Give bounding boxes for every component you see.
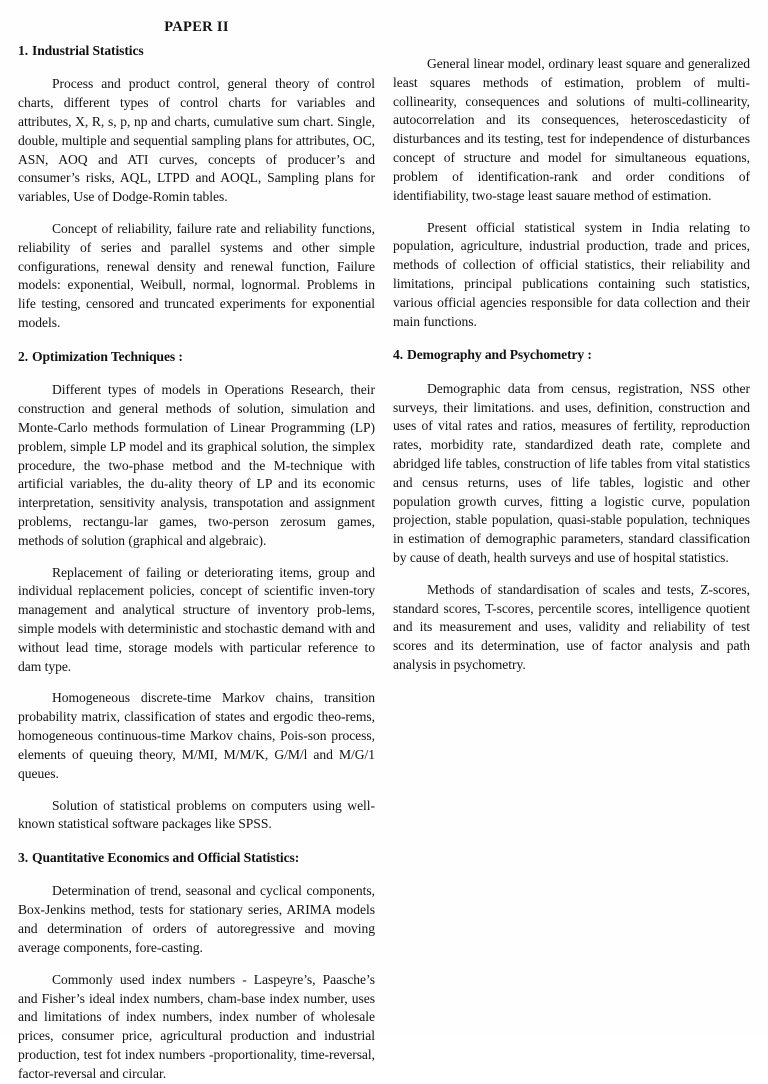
section-heading-2	[18, 348, 375, 366]
paragraph: Different types of models in Operations Research, their construction and general methods of solution, simulation and Monte-Carlo methods formulation of Linear Programming (LP) problem, simple LP model and its graphical solution, the simplex procedure, the two-phase metbod and the M-technique with artificial variables, the du-ality theory of LP and its economic interpretation, sensitivity analysis, transpotation and assignment problems, rectangu-lar games, two-person zerosum games, methods of solution (graphical and algebraic).	[18, 382, 375, 548]
paragraph: Determination of trend, seasonal and cyclical components, Box-Jenkins method, tests for stationary series, ARIMA models and determination of orders of autoregressive and moving average components, fore-casting.	[18, 883, 375, 955]
section-number-2: 2.	[18, 348, 28, 364]
paragraph: Homogeneous discrete-time Markov chains, transition probability matrix, classification of states and ergodic theo-rems, homogeneous continuous-time Markov chains, Pois-son process, elements of queuing theory, M/MI, M/M/K, G/M/l and M/G/1 queues.	[18, 690, 375, 781]
paragraph: Concept of reliability, failure rate and reliability functions, reliability of series and parallel systems and other simple configurations, renewal density and renewal function, Failure models: exponential, Weibull, normal, lognormal. Problems in life testing, censored and truncated experiments for exponential models.	[18, 221, 375, 331]
paragraph: Process and product control, general theory of control charts, different types of control charts for variables and attributes, X, R, s, p, np and charts, cumulative sum chart. Single, double, multiple and sequential sampling plans for attributes, OC, ASN, AOQ and ATI curves, concepts of producer’s and consumer’s risks, AQL, LTPD and AOQL, Sampling plans for variables, Use of Dodge-Romin tables.	[18, 76, 375, 205]
section-number-3: 3.	[18, 850, 28, 866]
paragraph: Present official statistical system in India relating to population, agriculture, industrial production, trade and prices, methods of collection of official statistics, their reliability and limitations, principal publications containing such statistics, various official agencies responsible for data collection and their main functions.	[393, 219, 750, 329]
page-title: PAPER II	[164, 19, 229, 35]
paragraph: Methods of standardisation of scales and tests, Z-scores, standard scores, T-scores, percentile scores, intelligence quotient and its measurement and uses, validity and reliability of test scores and its determination, use of factor analysis and path analysis in psychometry.	[393, 581, 750, 673]
section-heading-3	[18, 849, 375, 867]
right-column	[393, 42, 750, 675]
section-heading-4	[393, 346, 750, 364]
section-title-1: Industrial Statistics	[32, 43, 144, 58]
left-column	[18, 42, 375, 1084]
paragraph: Replacement of failing or deteriorating items, group and individual replacement policies, concept of scientific inven-tory management and analytical structure of inventory prob-lems, simple models with deterministic and stochastic demand with and without lead time, storage models with particular reference to dam type.	[18, 564, 375, 674]
section-heading-1	[18, 42, 375, 60]
paragraph: Demographic data from census, registration, NSS other surveys, their limitations. and uses, definition, construction and uses of vital rates and ratios, measures of fertility, reproduction rates, morbidity rate, standardized death rate, complete and abridged life tables, construction of life tables from vital statistics and census returns, uses of life tables, logistic and other population growth curves, fitting a logistic curve, population projection, stable population, quasi-stable population, techniques in estimation of demographic parameters, standard classification by cause of death, health surveys and use of hospital statistics.	[393, 380, 750, 566]
section-title-4: Demography and Psychometry :	[407, 347, 592, 363]
section-title-3: Quantitative Economics and Official Statistics:	[32, 850, 300, 866]
paragraph: Commonly used index numbers - Laspeyre’s, Paasche’s and Fisher’s ideal index numbers, cham-base index number, uses and limitations of index numbers, index number of wholesale prices, consumer price, agricultural production and industrial production, test fot index numbers -proportionality, time-reversal, factor-reversal and circular.	[18, 971, 375, 1081]
section-number-4: 4.	[393, 347, 403, 363]
paragraph: General linear model, ordinary least square and generalized least squares methods of estimation, problem of multi-collinearity, consequences and solutions of multi-collinearity, autocorrelation and its consequences, heteroscedasticity of disturbances and its testing, test for independence of disturbances concept of structure and model for simultaneous equations, problem of identification-rank and order conditions of identifiability, two-stage least sauare method of estimation.	[393, 56, 750, 203]
paragraph: Solution of statistical problems on computers using well-known statistical software packages like SPSS.	[18, 797, 375, 832]
section-number-1: 1.	[18, 43, 28, 58]
section-title-2: Optimization Techniques :	[32, 348, 183, 364]
